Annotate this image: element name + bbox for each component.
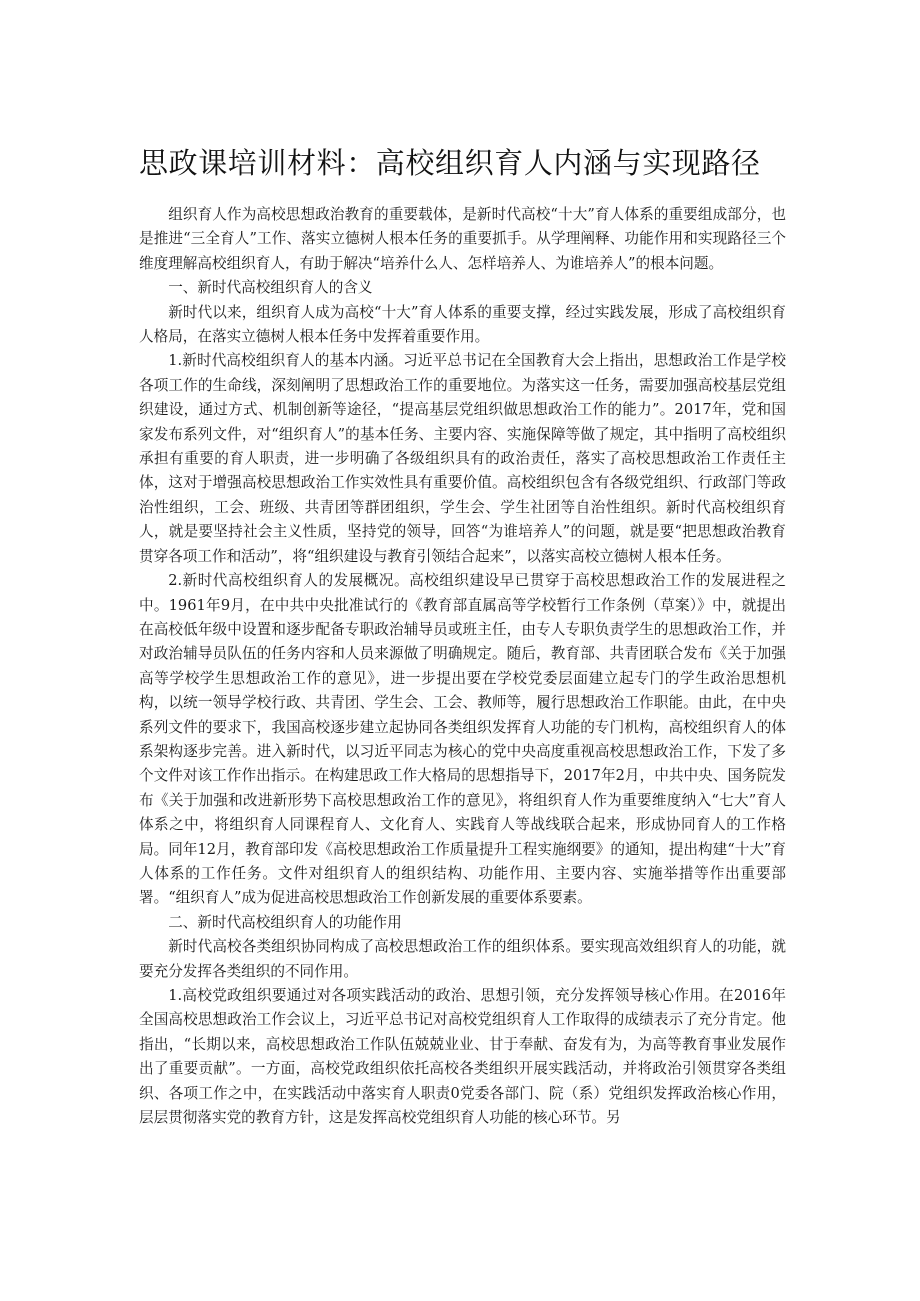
body-paragraph: 1.新时代高校组织育人的基本内涵。习近平总书记在全国教育大会上指出，思想政治工作是学校各项工作的生命线，深刻阐明了思想政治工作的重要地位。为落实这一任务，需要加强高校基层党组织建设，通过方式、机制创新等途径，“提高基层党组织做思想政治工作的能力”。2017年，党和国家发布系列文件，对“组织育人”的基本任务、主要内容、实施保障等做了规定，其中指明了高校组织承担有重要的育人职责，进一步明确了各级组织具有的政治责任，落实了高校思想政治工作责任主体，这对于增强高校思想政治工作实效性具有重要价值。高校组织包含有各级党组织、行政部门等政治性组织，工会、班级、共青团等群团组织，学生会、学生社团等自治性组织。新时代高校组织育人，就是要坚持社会主义性质，坚持党的领导，回答“为谁培养人”的问题，就是要“把思想政治教育贯穿各项工作和活动”，将“组织建设与教育引领结合起来”，以落实高校立德树人根本任务。	[139, 352, 786, 565]
body-paragraph: 1.高校党政组织要通过对各项实践活动的政治、思想引领，充分发挥领导核心作用。在2016年全国高校思想政治工作会议上，习近平总书记对高校党组织育人工作取得的成绩表示了充分肯定。他指出，“长期以来，高校思想政治工作队伍兢兢业业、甘于奉献、奋发有为，为高等教育事业发展作出了重要贡献”。一方面，高校党政组织依托高校各类组织开展实践活动，并将政治引领贯穿各类组织、各项工作之中，在实践活动中落实育人职责0党委各部门、院（系）党组织发挥政治核心作用，层层贯彻落实党的教育方针，这是发挥高校党组织育人功能的核心环节。另	[139, 987, 786, 1127]
body-paragraph: 2.新时代高校组织育人的发展概况。高校组织建设早已贯穿于高校思想政治工作的发展进程之中。1961年9月，在中共中央批准试行的《教育部直属高等学校暂行工作条例（草案）》中，就提出在高校低年级中设置和逐步配备专职政治辅导员或班主任，由专人专职负责学生的思想政治工作，并对政治辅导员队伍的任务内容和人员来源做了明确规定。随后，教育部、共青团联合发布《关于加强高等学校学生思想政治工作的意见》，进一步提出要在学校党委层面建立起专门的学生政治思想机构，以统一领导学校行政、共青团、学生会、工会、教师等，履行思想政治工作职能。由此，在中央系列文件的要求下，我国高校逐步建立起协同各类组织发挥育人功能的专门机构，高校组织育人的体系架构逐步完善。进入新时代，以习近平同志为核心的党中央高度重视高校思想政治工作，下发了多个文件对该工作作出指示。在构建思政工作大格局的思想指导下，2017年2月，中共中央、国务院发布《关于加强和改进新形势下高校思想政治工作的意见》，将组织育人作为重要维度纳入“七大”育人体系之中，将组织育人同课程育人、文化育人、实践育人等战线联合起来，形成协同育人的工作格局。同年12月，教育部印发《高校思想政治工作质量提升工程实施纲要》的通知，提出构建“十大”育人体系的工作任务。文件对组织育人的组织结构、功能作用、主要内容、实施举措等作出重要部署。“组织育人”成为促进高校思想政治工作创新发展的重要体系要素。	[139, 572, 786, 907]
body-paragraph: 新时代以来，组织育人成为高校“十大”育人体系的重要支撑，经过实践发展，形成了高校组织育人格局，在落实立德树人根本任务中发挥着重要作用。	[139, 303, 786, 346]
body-paragraph: 新时代高校各类组织协同构成了高校思想政治工作的组织体系。要实现高效组织育人的功能，就要充分发挥各类组织的不同作用。	[139, 938, 786, 980]
section-heading-2: 二、新时代高校组织育人的功能作用	[168, 913, 402, 931]
document-title: 思政课培训材料：高校组织育人内涵与实现路径	[139, 146, 761, 180]
section-heading-1: 一、新时代高校组织育人的含义	[168, 279, 373, 297]
document-body	[139, 140, 786, 1130]
intro-paragraph: 组织育人作为高校思想政治教育的重要载体，是新时代高校“十大”育人体系的重要组成部分，也是推进“三全育人”工作、落实立德树人根本任务的重要抓手。从学理阐释、功能作用和实现路径三个维度理解高校组织育人，有助于解决“培养什么人、怎样培养人、为谁培养人”的根本问题。	[139, 206, 786, 272]
